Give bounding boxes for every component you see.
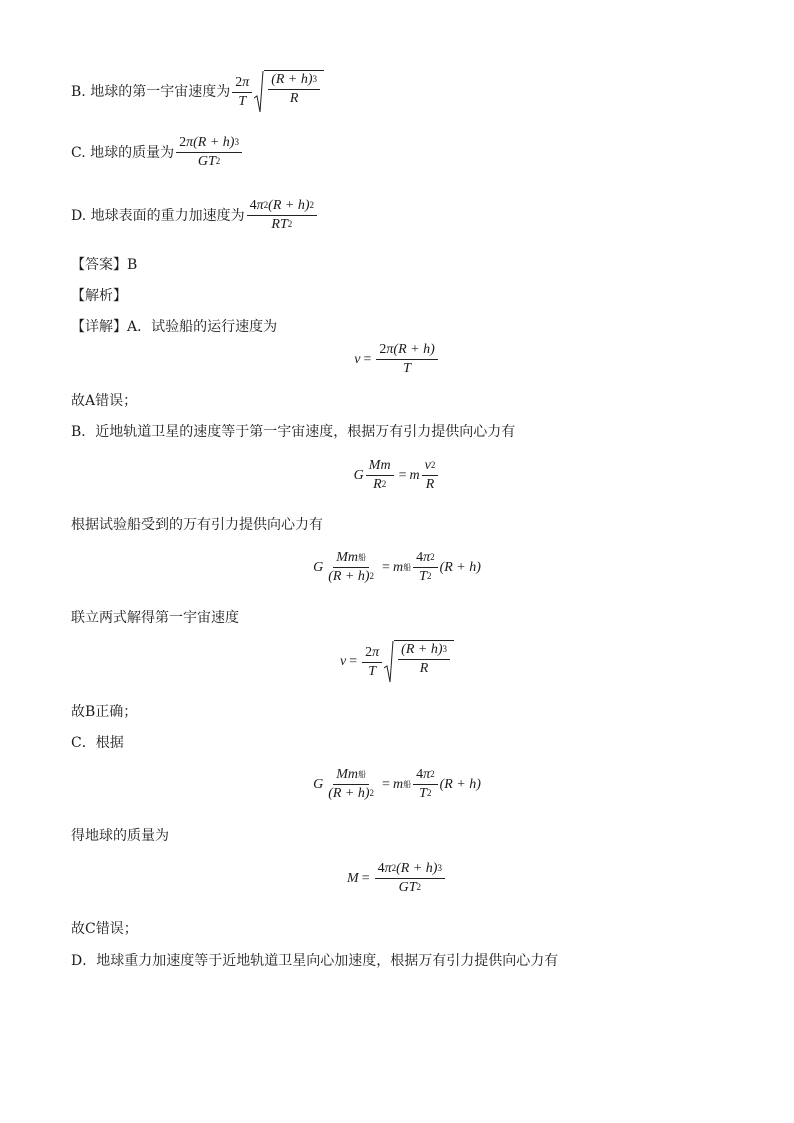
answer-tag: 【答案】	[71, 257, 127, 273]
option-d-formula: 4 π $^2$ (R + h) $^2$ RT $^2$	[245, 198, 319, 233]
option-b	[71, 70, 324, 114]
option-d	[71, 198, 319, 233]
option-c-text: 地球的质量为	[90, 144, 175, 161]
option-c-label: C.	[71, 144, 86, 161]
detail-b-text3: 联立两式解得第一宇宙速度	[71, 610, 239, 626]
formula-first-cosmic-result: v = 2 π T (R + h) $^3$ R	[0, 640, 794, 684]
detail-b-text2: 根据试验船受到的万有引力提供向心力有	[71, 517, 323, 533]
detail-a-text: A．试验船的运行速度为	[127, 319, 278, 335]
formula-ship-gravity-2: G Mm 船 (R + h) $^2$ = m 船 4 π $^2$ T $^2$ (R + h)	[313, 767, 481, 801]
formula-first-cosmic: G Mm R $^2$ = m v $^2$ R	[0, 458, 794, 493]
answer-value: B	[127, 257, 138, 273]
detail-c-conclusion: 故C错误；	[71, 921, 138, 937]
detail-a-conclusion: 故A错误；	[71, 393, 138, 409]
detail-b-text: B．近地轨道卫星的速度等于第一宇宙速度，根据万有引力提供向心力有	[71, 424, 516, 440]
answer-line	[71, 256, 137, 274]
option-b-formula: 2 π T (R + h) $^3$ R	[230, 70, 324, 114]
formula-ship-gravity: G Mm 船 (R + h) $^2$ = m 船 4 π $^2$ T $^2$ (R + h)	[313, 550, 481, 584]
analysis-header: 【解析】	[71, 288, 127, 304]
detail-d-text: D．地球重力加速度等于近地轨道卫星向心加速度，根据万有引力提供向心力有	[71, 953, 559, 969]
option-d-text: 地球表面的重力加速度为	[90, 207, 245, 224]
option-b-label: B.	[71, 84, 86, 100]
option-c-formula: 2 π(R + h) $^3$ GT $^2$	[174, 135, 244, 170]
detail-a-line	[71, 318, 277, 336]
detail-c-text: C．根据	[71, 735, 124, 751]
option-b-text: 地球的第一宇宙速度为	[90, 84, 231, 100]
detail-b-conclusion: 故B正确；	[71, 704, 138, 720]
formula-earth-mass: M = 4 π $^2$ (R + h) $^3$ GT $^2$	[0, 861, 794, 896]
option-c	[71, 135, 244, 170]
formula-velocity: v = 2 π(R + h) T	[0, 342, 794, 377]
detail-tag: 【详解】	[71, 319, 127, 335]
detail-c-text2: 得地球的质量为	[71, 828, 169, 844]
option-d-label: D.	[71, 207, 87, 224]
